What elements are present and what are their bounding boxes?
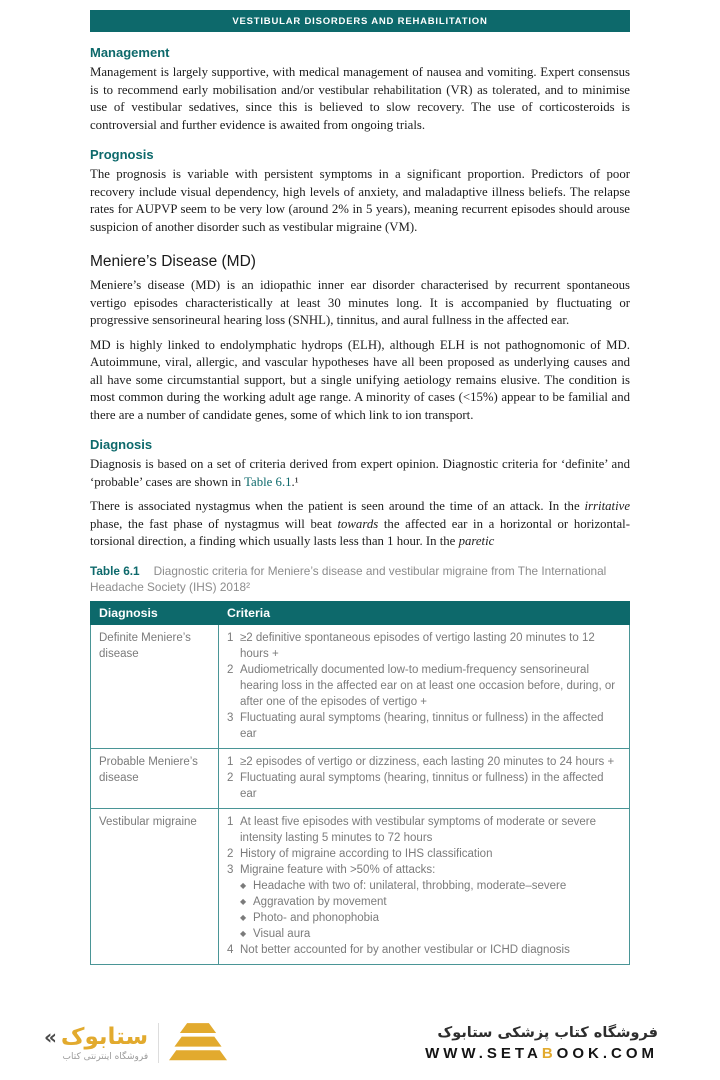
criteria-cell: [219, 748, 630, 808]
criterion-number: 2: [227, 771, 234, 784]
bullet-item: [240, 894, 621, 910]
criterion-number: 1: [227, 815, 234, 828]
criterion-text: Migraine feature with >50% of attacks:: [240, 863, 436, 876]
criteria-cell: [219, 808, 630, 964]
criterion-number: 1: [227, 631, 234, 644]
website-url[interactable]: [425, 1045, 658, 1062]
text-run: Management is largely supportive, with medical management of nausea and vomiting. Expert consensus is to recommend early mobilisation and/or vestibular rehabilitation (VR) as tolerated, and to minimise use of vestibular sedatives, since this is believed to slow recovery. The use of corticosteroids is controversial and further evidence is awaited from ongoing trials.: [90, 65, 630, 132]
paragraph: [90, 166, 630, 236]
criterion-text: Fluctuating aural symptoms (hearing, tinnitus or fullness) in the affected ear: [240, 711, 604, 740]
text-run: The prognosis is variable with persistent symptoms in a significant proportion. Predictors of poor recovery include visual dependency, high levels of anxiety, and maladaptive illness beliefs. The relapse rates for AUPVP seem to be very low (around 2% in 5 years), meaning recurrent episodes should arouse suspicion of another disorder such as vestibular migraine (VM).: [90, 167, 630, 234]
diagnosis-cell: Probable Meniere’s disease: [91, 748, 219, 808]
criterion-text: Not better accounted for by another vestibular or ICHD diagnosis: [240, 943, 570, 956]
section-heading: Meniere’s Disease (MD): [90, 253, 256, 270]
bullet-item: [240, 926, 621, 942]
table-row: [91, 748, 630, 808]
logo-divider: [158, 1023, 159, 1063]
table-row: [91, 624, 630, 748]
paragraph: [90, 456, 630, 491]
criterion-item: [227, 662, 621, 710]
logo-tagline: فروشگاه اینترنتی کتاب: [62, 1052, 149, 1062]
criterion-item: [227, 862, 621, 878]
stacked-books-icon: [169, 1022, 227, 1064]
diagnosis-cell: Definite Meniere’s disease: [91, 624, 219, 748]
diamond-bullet-icon: ◆: [240, 928, 247, 938]
bullet-text: Aggravation by movement: [253, 895, 387, 908]
logo-text-block: [44, 1024, 148, 1062]
bullet-item: [240, 878, 621, 894]
text-run: Diagnosis is based on a set of criteria derived from expert opinion. Diagnostic criteria for ‘definite’ and ‘probable’ cases are shown in: [90, 457, 630, 489]
paragraph: [90, 277, 630, 330]
criterion-item: [227, 770, 621, 802]
criterion-text: ≥2 definitive spontaneous episodes of vertigo lasting 20 minutes to 12 hours +: [240, 631, 595, 660]
text-run: .¹: [291, 474, 299, 489]
text-sections: [90, 45, 630, 551]
text-section: [90, 45, 630, 134]
table-row: [91, 808, 630, 964]
criterion-number: 3: [227, 711, 234, 724]
text-run: There is associated nystagmus when the patient is seen around the time of an attack. In the: [90, 499, 585, 513]
logo-brand-text: ستابوک: [60, 1024, 149, 1050]
criterion-text: History of migraine according to IHS classification: [240, 847, 493, 860]
bullet-item: [240, 910, 621, 926]
paragraph: [90, 337, 630, 425]
paragraph: [90, 64, 630, 134]
criterion-number: 2: [227, 847, 234, 860]
bullet-text: Headache with two of: unilateral, throbbing, moderate–severe: [253, 879, 567, 892]
setabook-logo[interactable]: [44, 1022, 227, 1064]
criterion-text: Audiometrically documented low-to medium-frequency sensorineural hearing loss in the affected ear on at least one occasion before, during, or after one of the episodes of vertigo +: [240, 663, 616, 708]
criterion-bullet-list: [240, 878, 621, 942]
table-ref-link[interactable]: Table 6.1: [244, 474, 292, 489]
italic-term: paretic: [458, 534, 495, 548]
column-header-criteria: Criteria: [219, 601, 630, 624]
text-run: the affected ear in a horizontal or horizontal-torsional direction, a finding which usually lasts less than 1 hour. In the: [90, 516, 630, 548]
bullet-text: Photo- and phonophobia: [253, 911, 379, 924]
criterion-text: At least five episodes with vestibular symptoms of moderate or severe intensity lasting 5 minutes to 72 hours: [240, 815, 597, 844]
criterion-number: 4: [227, 943, 234, 956]
criterion-item: [227, 814, 621, 846]
bullet-text: Visual aura: [253, 927, 311, 940]
text-section: [90, 252, 630, 424]
text-run: Meniere’s disease (MD) is an idiopathic inner ear disorder characterised by recurrent spontaneous vertigo episodes characteristically at least 30 minutes long. It is accompanied by fluctuating or progressive sensorineural hearing loss (SNHL), tinnitus, and aural fullness in the affected ear.: [90, 278, 630, 327]
criterion-item: [227, 942, 621, 958]
criteria-cell: [219, 624, 630, 748]
criterion-number: 2: [227, 663, 234, 676]
url-prefix: WWW.SETA: [425, 1044, 542, 1062]
section-heading: Diagnosis: [90, 437, 153, 452]
page-content: [90, 45, 630, 965]
table-label: Table 6.1: [90, 563, 140, 578]
paragraph: [90, 498, 630, 551]
column-header-diagnosis: Diagnosis: [91, 601, 219, 624]
logo-guillemet-icon: «: [44, 1025, 57, 1049]
diamond-bullet-icon: ◆: [240, 896, 247, 906]
text-section: [90, 437, 630, 551]
section-heading: Management: [90, 45, 170, 60]
running-head-bar: [90, 10, 630, 32]
criterion-item: [227, 754, 621, 770]
text-run: phase, the fast phase of nystagmus will beat: [90, 516, 338, 531]
table-caption: [90, 563, 630, 595]
criterion-item: [227, 710, 621, 742]
text-section: [90, 147, 630, 236]
diagnosis-cell: Vestibular migraine: [91, 808, 219, 964]
footer: [0, 1012, 720, 1080]
table-header-row: [91, 601, 630, 624]
diagnostic-criteria-table: [90, 601, 630, 965]
table-caption-text: Diagnostic criteria for Meniere’s disease and vestibular migraine from The International Headache Society (IHS) 2018²: [90, 563, 607, 594]
criterion-text: ≥2 episodes of vertigo or dizziness, each lasting 20 minutes to 24 hours +: [240, 755, 615, 768]
criterion-text: Fluctuating aural symptoms (hearing, tinnitus or fullness) in the affected ear: [240, 771, 604, 800]
url-suffix: OOK.COM: [556, 1044, 658, 1062]
criterion-item: [227, 630, 621, 662]
section-heading: Prognosis: [90, 147, 154, 162]
running-head-title: VESTIBULAR DISORDERS AND REHABILITATION: [232, 15, 488, 27]
italic-term: irritative: [584, 499, 630, 513]
text-run: MD is highly linked to endolymphatic hydrops (ELH), although ELH is not pathognomonic of MD. Autoimmune, viral, allergic, and vascular hypotheses have all been proposed as underlying causes and all have some circumstantial support, but a single unifying aetiology remains elusive. The condition is most common during the working adult age range. A minority of cases (<15%) appear to be familial and there are a number of candidate genes, some of which link to ion transport.: [90, 337, 630, 422]
diamond-bullet-icon: ◆: [240, 880, 247, 890]
criterion-item: [227, 846, 621, 862]
store-name-farsi: فروشگاه کتاب پزشکی ستابوک: [437, 1024, 658, 1041]
url-highlight: B: [541, 1044, 557, 1062]
criterion-number: 3: [227, 863, 234, 876]
italic-term: towards: [337, 516, 379, 531]
criterion-number: 1: [227, 755, 234, 768]
footer-right-block: [425, 1025, 658, 1062]
diamond-bullet-icon: ◆: [240, 912, 247, 922]
